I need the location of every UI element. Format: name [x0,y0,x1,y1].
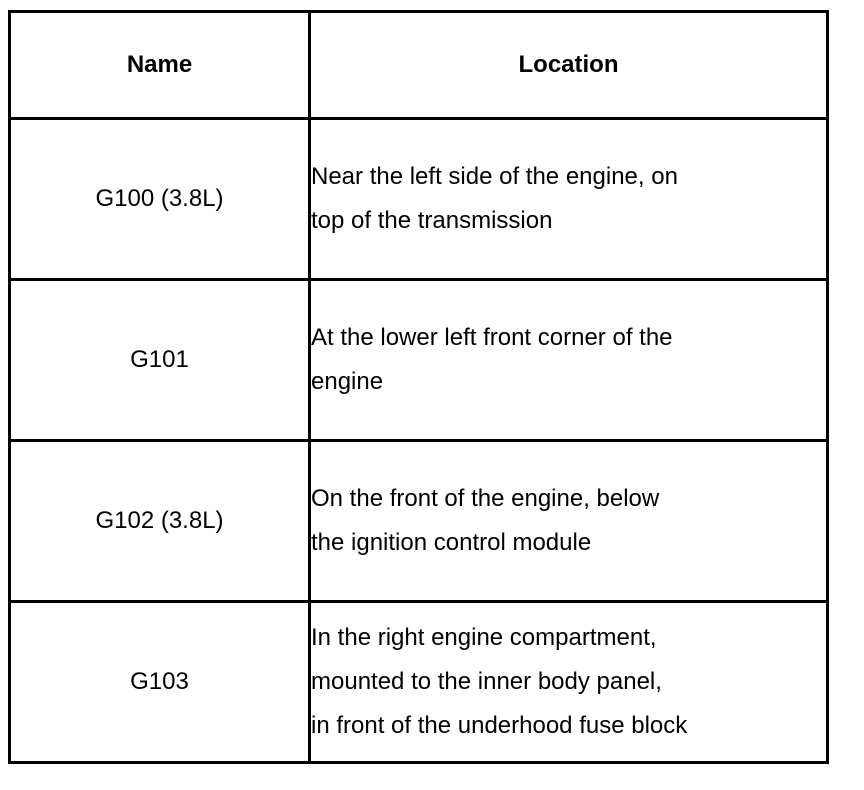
location-line: engine [311,368,384,395]
header-row [10,12,828,119]
ground-location-cell [310,280,828,441]
ground-location-cell [310,119,828,280]
table-row [10,119,828,280]
header-location: Location [310,12,828,119]
location-line: in front of the underhood fuse block [311,712,688,739]
ground-name-cell: G100 (3.8L) [10,119,310,280]
table-row [10,280,828,441]
table-row [10,441,828,602]
location-line: At the lower left front corner of the [311,324,673,351]
location-line: top of the transmission [311,207,553,234]
ground-name-cell: G101 [10,280,310,441]
ground-name-cell: G102 (3.8L) [10,441,310,602]
location-line: On the front of the engine, below [311,485,660,512]
location-line: Near the left side of the engine, on [311,163,678,190]
table-row [10,602,828,763]
ground-location-cell [310,441,828,602]
ground-name-cell: G103 [10,602,310,763]
ground-location-cell [310,602,828,763]
header-name: Name [10,12,310,119]
location-line: In the right engine compartment, [311,624,657,651]
location-line: mounted to the inner body panel, [311,668,662,695]
location-line: the ignition control module [311,529,592,556]
ground-locations-table [8,10,829,764]
